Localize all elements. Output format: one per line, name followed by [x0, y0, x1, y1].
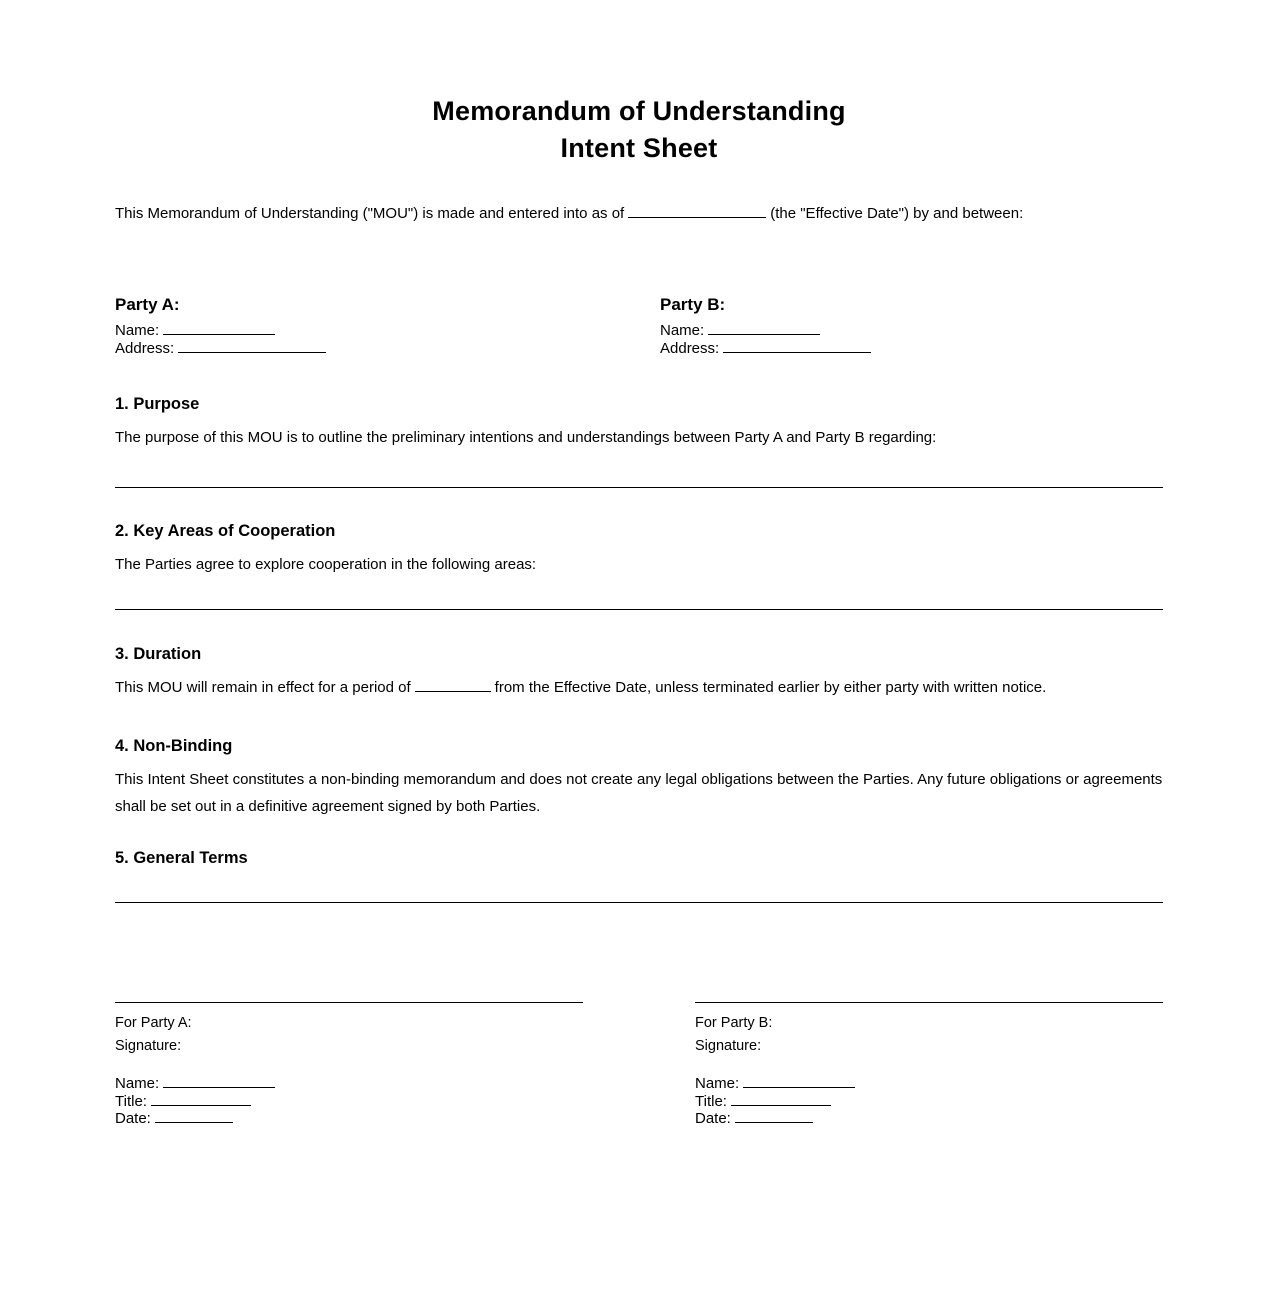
section-general-terms-heading: 5. General Terms	[115, 849, 248, 867]
section-non-binding-body: This Intent Sheet constitutes a non-binding memorandum and does not create any legal obligations between the Parties. Any future obligations or agreements shall be set out in a definitive agreement signed by both Parties.	[115, 771, 1163, 815]
duration-text-after: from the Effective Date, unless terminated earlier by either party with written notice.	[494, 679, 1047, 696]
party-b-sig-date-label: Date:	[695, 1110, 731, 1127]
party-b-sig-name-label: Name:	[695, 1075, 740, 1092]
intro-paragraph	[115, 204, 1163, 224]
signature-block-party-a	[115, 1002, 583, 1128]
party-b-name-row	[660, 322, 1163, 340]
party-b-signature-line	[695, 1002, 1163, 1003]
party-b-for-label: For Party B:	[695, 1015, 773, 1031]
intro-text-before: This Memorandum of Understanding ("MOU") is made and entered into as of	[115, 205, 625, 222]
party-a-for-label: For Party A:	[115, 1015, 192, 1031]
party-a-sig-title-blank	[151, 1093, 251, 1106]
party-b-sig-name-blank	[743, 1075, 855, 1088]
effective-date-blank	[628, 205, 766, 218]
party-a-name-row	[115, 322, 660, 340]
section-duration	[115, 644, 1163, 701]
party-b-signature-label: Signature:	[695, 1038, 762, 1054]
parties-section	[115, 294, 1163, 358]
party-b-sig-title-row	[695, 1093, 1163, 1111]
party-a-sig-name-blank	[163, 1075, 275, 1088]
party-a-sig-title-row	[115, 1093, 583, 1111]
party-b-sig-date-blank	[735, 1110, 813, 1123]
intro-text-after: (the "Effective Date") by and between:	[770, 205, 1024, 222]
party-b-address-row	[660, 340, 1163, 358]
party-b-name-label: Name:	[660, 322, 705, 339]
section-cooperation-heading: 2. Key Areas of Cooperation	[115, 522, 336, 540]
document-title-line2: Intent Sheet	[560, 133, 718, 163]
cooperation-fill-in-line	[115, 609, 1163, 610]
party-a-sig-date-blank	[155, 1110, 233, 1123]
party-b-name-blank	[708, 322, 820, 335]
section-cooperation-body: The Parties agree to explore cooperation in the following areas:	[115, 556, 537, 573]
party-a-heading: Party A:	[115, 295, 180, 314]
section-duration-body	[115, 674, 1163, 701]
section-general-terms	[115, 848, 1163, 903]
party-a-name-label: Name:	[115, 322, 160, 339]
party-b-sig-title-label: Title:	[695, 1092, 727, 1110]
party-a-signature-line	[115, 1002, 583, 1003]
party-b-heading: Party B:	[660, 295, 726, 314]
party-a-address-label: Address:	[115, 340, 175, 357]
party-a-sig-title-label: Title:	[115, 1092, 147, 1110]
party-b-signature-fields	[695, 1075, 1163, 1128]
party-a-sig-date-row	[115, 1110, 583, 1128]
party-b-sig-name-row	[695, 1075, 1163, 1093]
party-a-sig-name-row	[115, 1075, 583, 1093]
section-purpose	[115, 394, 1163, 488]
party-a-sig-name-label: Name:	[115, 1075, 160, 1092]
party-a-sig-date-label: Date:	[115, 1110, 151, 1127]
party-a-signature-label: Signature:	[115, 1038, 182, 1054]
purpose-fill-in-line	[115, 487, 1163, 488]
signature-block-party-b	[695, 1002, 1163, 1128]
party-b-address-blank	[723, 340, 871, 353]
party-a-block	[115, 294, 660, 358]
document-title	[115, 0, 1163, 167]
section-duration-heading: 3. Duration	[115, 645, 202, 663]
party-b-sig-title-blank	[731, 1093, 831, 1106]
party-a-address-row	[115, 340, 660, 358]
party-b-block	[660, 294, 1163, 358]
party-a-signature-fields	[115, 1075, 583, 1128]
party-b-sig-date-row	[695, 1110, 1163, 1128]
section-purpose-body: The purpose of this MOU is to outline the preliminary intentions and understandings between Party A and Party B regarding:	[115, 429, 937, 446]
section-purpose-heading: 1. Purpose	[115, 395, 200, 413]
party-a-name-blank	[163, 322, 275, 335]
section-non-binding	[115, 736, 1163, 820]
section-non-binding-heading: 4. Non-Binding	[115, 737, 233, 755]
signatures-section	[115, 1002, 1163, 1128]
section-cooperation	[115, 521, 1163, 610]
party-b-address-label: Address:	[660, 340, 720, 357]
duration-text-before: This MOU will remain in effect for a period of	[115, 679, 411, 696]
general-terms-fill-in-line	[115, 902, 1163, 903]
duration-period-blank	[415, 679, 491, 692]
document-title-line1: Memorandum of Understanding	[432, 96, 846, 126]
party-a-address-blank	[178, 340, 326, 353]
